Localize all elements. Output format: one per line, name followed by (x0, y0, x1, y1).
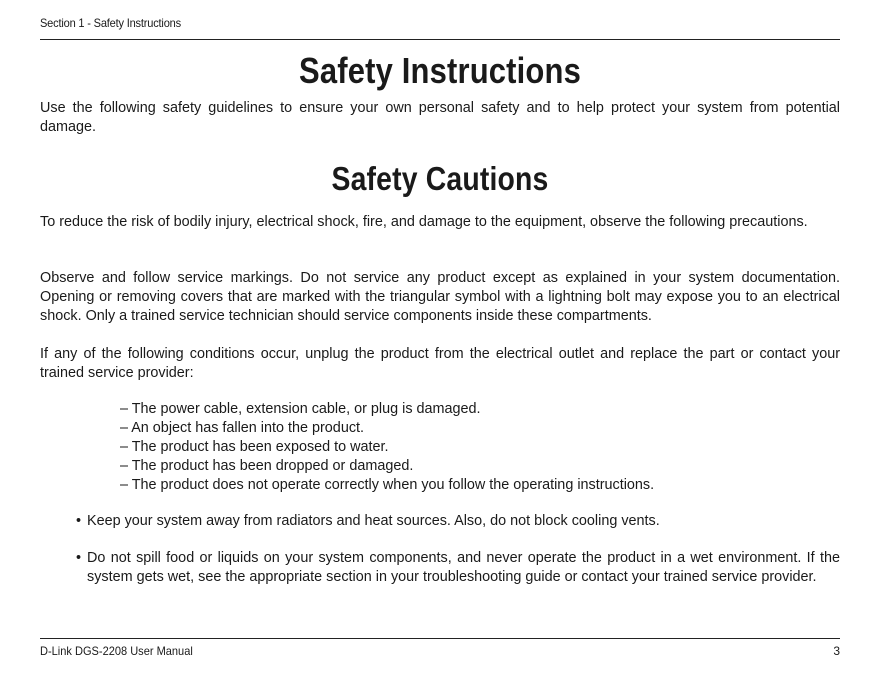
list-item: – The product does not operate correctly when you follow the operating instructions. (120, 477, 655, 493)
page-number: 3 (833, 644, 840, 658)
bullet-item (76, 549, 840, 587)
precautions-paragraph: To reduce the risk of bodily injury, electrical shock, fire, and damage to the equipment, observe the following precautions. (40, 214, 808, 230)
footer-rule (40, 638, 840, 639)
list-item: – The product has been dropped or damaged. (120, 458, 414, 474)
bullet-text: Do not spill food or liquids on your system components, and never operate the product in a wet environment. If the system gets wet, see the appropriate section in your troubleshooting guide or contact your trained service provider. (87, 550, 840, 585)
section-header: Section 1 - Safety Instructions (40, 16, 181, 30)
bullet-icon: • (76, 550, 82, 566)
page-title: Safety Instructions (299, 50, 581, 91)
conditions-list (120, 400, 820, 495)
list-item: – The product has been exposed to water. (120, 439, 389, 455)
manual-name: D-Link DGS-2208 User Manual (40, 644, 193, 658)
bullet-text: Keep your system away from radiators and heat sources. Also, do not block cooling vents. (87, 513, 660, 529)
manual-page (40, 0, 840, 680)
bullet-item (76, 512, 840, 531)
header-rule (40, 39, 840, 40)
conditions-paragraph: If any of the following conditions occur, unplug the product from the electrical outlet and replace the part or contact your trained service provider: (40, 346, 840, 381)
list-item: – An object has fallen into the product. (120, 420, 365, 436)
service-markings-paragraph: Observe and follow service markings. Do not service any product except as explained in your system documentation. Opening or removing covers that are marked with the triangular symbol with a lightning bolt may expose you to an electrical shock. Only a trained service technician should service components inside these compartments. (40, 270, 840, 324)
bullet-icon: • (76, 513, 82, 529)
intro-paragraph: Use the following safety guidelines to ensure your own personal safety and to help protect your system from potential damage. (40, 100, 840, 135)
list-item: – The power cable, extension cable, or plug is damaged. (120, 401, 481, 417)
cautions-heading: Safety Cautions (331, 160, 549, 197)
